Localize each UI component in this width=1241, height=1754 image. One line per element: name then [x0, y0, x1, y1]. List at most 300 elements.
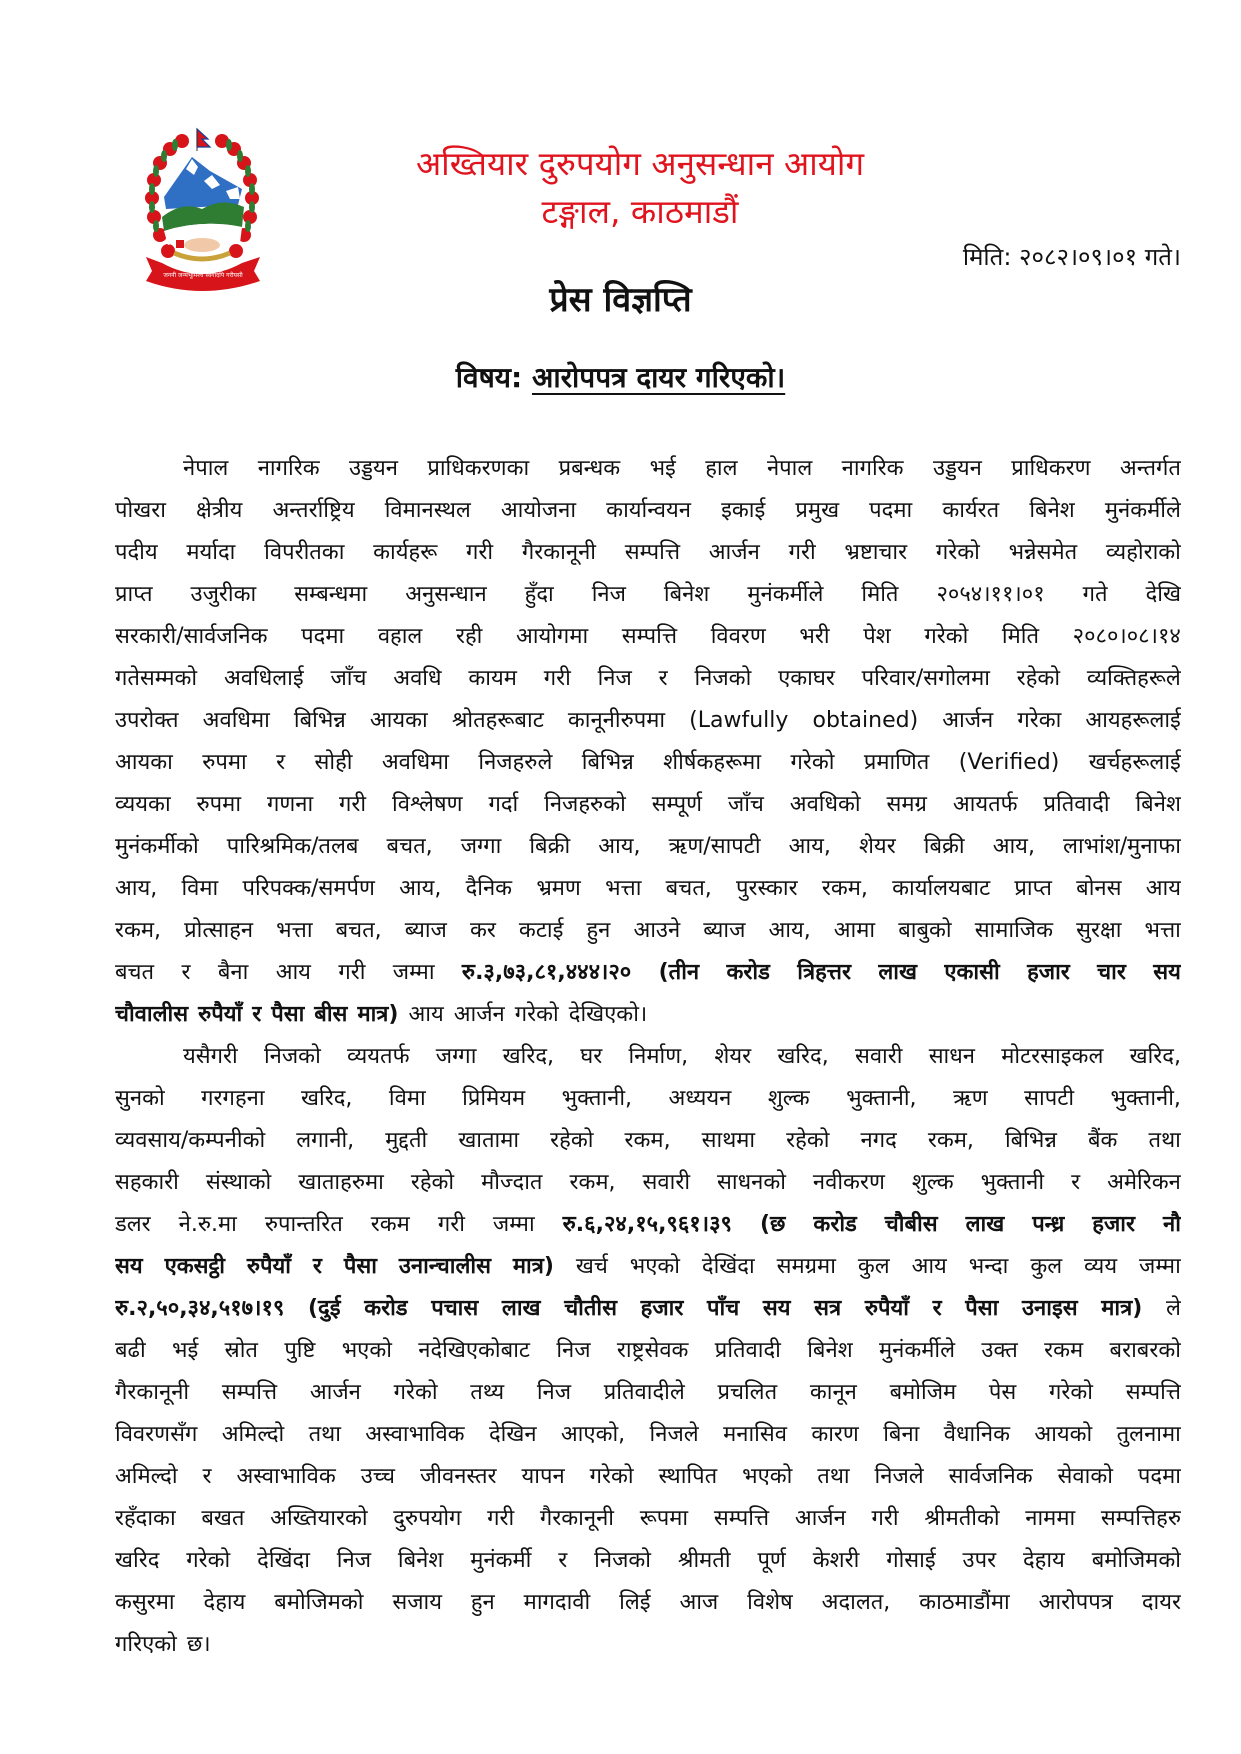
body-word: २०५४।११।०१	[936, 582, 1045, 607]
body-word: (Lawfully	[689, 708, 789, 733]
body-word-bold: मात्र)	[357, 1002, 399, 1027]
body-word: खरिद,	[301, 1086, 353, 1111]
body-word: प्राधिकरण	[1011, 456, 1091, 481]
body-word: साधन	[928, 1044, 975, 1069]
body-word: आयका	[369, 708, 428, 733]
body-word: प्रतिवादी	[714, 1338, 781, 1363]
body-word: कानूनीरुपमा	[567, 708, 666, 733]
body-word: समग्रमा	[776, 1254, 836, 1279]
body-word-bold: उनान्चालीस	[398, 1254, 491, 1279]
body-word-bold: करोड	[364, 1296, 408, 1321]
body-word-bold: रु.३,७३,८१,४४४।२०	[461, 960, 632, 985]
body-word: भन्नेसमेत	[1008, 540, 1078, 565]
body-word: भुक्तानी,	[846, 1086, 917, 1111]
body-word: हुन	[586, 918, 611, 943]
body-word: बिनेश	[807, 1338, 853, 1363]
body-word: जम्मा	[392, 960, 435, 985]
body-word: जग्गा	[435, 1044, 477, 1069]
body-word: रही	[455, 624, 483, 649]
body-word: कानून	[809, 1380, 857, 1405]
body-word: हुन	[470, 1590, 495, 1615]
body-word: सम्पूर्ण	[651, 792, 702, 817]
body-word: भुक्तानी	[980, 1170, 1045, 1195]
body-word: आय,	[598, 834, 641, 859]
body-word: आरोपपत्र	[1038, 1590, 1113, 1615]
body-word: आय	[275, 960, 311, 985]
body-word: साथमा	[701, 1128, 756, 1153]
body-word: खरिद,	[777, 1044, 829, 1069]
body-word: आय	[911, 1254, 947, 1279]
body-word: गतेसम्मको	[115, 666, 198, 691]
body-word: खरिद,	[502, 1044, 554, 1069]
body-word: विमा	[181, 876, 219, 901]
body-word-bold: करोड	[726, 960, 770, 985]
body-word-bold: सय	[762, 1296, 791, 1321]
body-word: भत्ता	[276, 918, 313, 943]
body-word: लिई	[619, 1590, 651, 1615]
body-word: आय,	[115, 876, 158, 901]
organization-location: टङ्गाल, काठमाडौं	[541, 192, 739, 231]
body-word: काठमाडौंमा	[919, 1590, 1010, 1615]
body-line	[115, 784, 1181, 826]
body-word: अस्वाभाविक	[365, 1422, 465, 1447]
body-word: आयोगमा	[515, 624, 589, 649]
body-word: छ।	[186, 1632, 211, 1657]
body-word: अन्तर्गत	[1119, 456, 1181, 481]
body-word: आमा	[833, 918, 876, 943]
body-word: अस्वाभाविक	[236, 1464, 336, 1489]
body-word: अख्तियारको	[270, 1506, 368, 1531]
body-word: पदीय	[115, 540, 158, 565]
body-line	[115, 1456, 1181, 1498]
body-word: र	[658, 666, 668, 691]
body-word: रकम,	[624, 1128, 671, 1153]
body-word-bold: त्रिहत्तर	[797, 960, 851, 985]
body-word: मुनंकर्मीले	[879, 1338, 956, 1363]
body-word: सवारी	[642, 1170, 691, 1195]
body-word: जाँच	[727, 792, 764, 817]
body-line	[115, 490, 1181, 532]
body-word: भत्ता	[605, 876, 642, 901]
body-word: नागरिक	[841, 456, 904, 481]
body-word: भई	[172, 1338, 199, 1363]
body-word-bold: चौतीस	[564, 1296, 617, 1321]
body-word: रुपान्तरित	[264, 1212, 343, 1237]
body-word: श्रीमतीको	[924, 1506, 1000, 1531]
body-word: सार्वजनिक	[948, 1464, 1033, 1489]
body-word: देखिएको।	[568, 1002, 648, 1027]
body-line	[115, 1288, 1181, 1330]
body-word: कायम	[468, 666, 517, 691]
body-word: सम्पत्ति	[621, 624, 678, 649]
emblem-motto: जननी जन्मभूमिश्च स्वर्गादपि गरीयसी	[163, 272, 243, 279]
body-word-bold: पैसा	[343, 1254, 377, 1279]
body-word: सोही	[314, 750, 353, 775]
body-word-bold: (तीन	[658, 960, 700, 985]
body-word: आएको,	[560, 1422, 626, 1447]
body-word: भुक्तानी,	[1110, 1086, 1181, 1111]
body-word: सम्पत्तिहरु	[1100, 1506, 1181, 1531]
body-word: इकाई	[721, 498, 766, 523]
body-word: देखि	[1145, 582, 1181, 607]
body-word: स्थापित	[658, 1464, 718, 1489]
body-word: देखिंदा	[257, 1548, 310, 1573]
body-word-bold: सत्र	[814, 1296, 842, 1321]
body-word: गते	[1082, 582, 1108, 607]
body-word: श्रीमती	[677, 1548, 731, 1573]
body-word: मुनंकर्मीले	[1104, 498, 1181, 523]
body-word: बचत	[115, 960, 155, 985]
body-word: अवधिमा	[202, 708, 270, 733]
body-word-bold: उनाइस	[1021, 1296, 1078, 1321]
body-word: पदमा	[869, 498, 913, 523]
body-word: गरेको	[514, 1002, 559, 1027]
body-word: रहेको	[410, 1170, 455, 1195]
body-word: बिभिन्न	[293, 708, 346, 733]
body-word: प्रमाणित	[863, 750, 930, 775]
body-word-bold: मात्र)	[1101, 1296, 1143, 1321]
body-word: obtained)	[812, 708, 919, 733]
body-word: आर्जन	[453, 1002, 505, 1027]
body-word: बमोजिमको	[274, 1590, 364, 1615]
body-line	[115, 448, 1181, 490]
body-word: गरी	[871, 1506, 899, 1531]
body-word: तथा	[1148, 1128, 1181, 1153]
body-word: रकम	[1044, 1338, 1084, 1363]
body-word: साधनको	[717, 1170, 786, 1195]
body-word: प्रोत्साहन	[184, 918, 254, 943]
body-word-bold: बीस	[314, 1002, 348, 1027]
body-word: सुनको	[115, 1086, 165, 1111]
body-word: निजहरुले	[478, 750, 553, 775]
organization-name: अख्तियार दुरुपयोग अनुसन्धान आयोग	[415, 144, 865, 183]
body-word: रकम,	[569, 1170, 616, 1195]
body-word: उक्त	[981, 1338, 1018, 1363]
body-word-bold: पैसा	[965, 1296, 999, 1321]
body-line	[115, 1036, 1181, 1078]
body-word: सम्पत्ति	[624, 540, 681, 565]
body-word: आय,	[992, 834, 1035, 859]
document-title: प्रेस विज्ञप्ति	[549, 280, 692, 320]
body-word-bold: र	[252, 1002, 262, 1027]
body-word-bold: हजार	[1027, 960, 1070, 985]
body-word: भत्ता	[1144, 918, 1181, 943]
body-word: गरेको	[1049, 1380, 1093, 1405]
body-word: डलर	[115, 1212, 151, 1237]
body-line	[115, 658, 1181, 700]
body-word: प्रिमियम	[462, 1086, 526, 1111]
body-word: सुरक्षा	[1076, 918, 1122, 943]
body-line	[115, 1372, 1181, 1414]
body-word: नेपाल	[183, 456, 229, 481]
body-word: भएको	[341, 1338, 392, 1363]
body-word: विमानस्थल	[384, 498, 471, 523]
body-word: बखत	[201, 1506, 245, 1531]
body-word: केशरी	[812, 1548, 860, 1573]
body-word: देखिंदा	[701, 1254, 755, 1279]
body-word: आर्जन	[794, 1506, 846, 1531]
body-word-bold: लाख	[965, 1212, 1005, 1237]
body-word: खरिद	[115, 1548, 160, 1573]
body-word: दैनिक	[465, 876, 513, 901]
body-word: आय	[408, 1002, 444, 1027]
body-word: सम्पत्ति	[221, 1380, 278, 1405]
body-line	[115, 742, 1181, 784]
body-word: प्राप्त	[1014, 876, 1052, 901]
body-word: गरी	[437, 1212, 465, 1237]
body-word: उपरोक्त	[115, 708, 179, 733]
body-word: ऋण/सापटी	[668, 834, 761, 859]
body-word: वहाल	[377, 624, 423, 649]
body-word-bold: (छ	[759, 1212, 786, 1237]
body-word: प्राधिकरणका	[427, 456, 530, 481]
body-word: निज	[336, 1548, 372, 1573]
body-word: आयको	[1034, 1422, 1093, 1447]
body-word: विश्लेषण	[392, 792, 463, 817]
body-word: व्यवसाय/कम्पनीको	[115, 1128, 266, 1153]
body-word: भई	[649, 456, 676, 481]
body-word: पुरस्कार	[735, 876, 798, 901]
body-word: मिति	[861, 582, 899, 607]
body-word: भुक्तानी,	[561, 1086, 633, 1111]
body-word-bold: करोड	[813, 1212, 857, 1237]
body-word: प्राप्त	[115, 582, 153, 607]
body-word: बिनेश	[663, 582, 710, 607]
body-word-bold: एकासी	[944, 960, 1000, 985]
body-word: बमोजिम	[889, 1380, 957, 1405]
body-word: मागदावी	[523, 1590, 591, 1615]
body-word-bold: र	[932, 1296, 942, 1321]
body-word: मर्यादा	[186, 540, 236, 565]
body-word: गरेको	[790, 750, 835, 775]
body-word: सवारी	[854, 1044, 903, 1069]
body-word: नदेखिएकोबाट	[418, 1338, 530, 1363]
body-word: रूपमा	[639, 1506, 689, 1531]
body-word: लगानी,	[296, 1128, 355, 1153]
body-word-bold: पन्ध्र	[1032, 1212, 1065, 1237]
body-line	[115, 1120, 1181, 1162]
body-word-bold: रुपैयाँ	[864, 1296, 909, 1321]
body-word: गरी	[543, 666, 571, 691]
body-word: बचत,	[335, 918, 382, 943]
body-word: निजले	[649, 1422, 699, 1447]
body-word: रहँदाका	[115, 1506, 176, 1531]
body-word-bold: हजार	[640, 1296, 684, 1321]
body-word: आज	[679, 1590, 719, 1615]
body-word: प्रचलित	[717, 1380, 778, 1405]
body-word-bold: पैसा	[271, 1002, 305, 1027]
document-body	[115, 448, 1181, 1666]
body-word: पेस	[988, 1380, 1017, 1405]
body-word: मनासिव	[723, 1422, 787, 1447]
body-word: प्रबन्धक	[558, 456, 621, 481]
body-word: भ्रमण	[536, 876, 581, 901]
body-word: सामाजिक	[974, 918, 1054, 943]
body-word: मोटरसाइकल	[1001, 1044, 1104, 1069]
body-word: खर्च	[575, 1254, 608, 1279]
body-word: नेपाल	[766, 456, 813, 481]
body-word-bold: लाख	[878, 960, 917, 985]
body-word: पुष्टि	[284, 1338, 316, 1363]
body-word: दुरुपयोग	[393, 1506, 462, 1531]
body-word: तुलनामा	[1116, 1422, 1181, 1447]
body-word: कार्यहरू	[373, 540, 438, 565]
body-word: व्यहोराको	[1105, 540, 1181, 565]
body-word: बराबरको	[1109, 1338, 1181, 1363]
body-word: व्यय	[1084, 1254, 1118, 1279]
body-word: देहाय	[203, 1590, 246, 1615]
body-word: प्रमुख	[795, 498, 840, 523]
body-word: नाममा	[1025, 1506, 1076, 1531]
body-line	[115, 700, 1181, 742]
body-word-bold: रु.६,२४,१५,९६१।३९	[562, 1212, 732, 1237]
body-word: अवधि	[393, 666, 442, 691]
body-word: विवरण	[710, 624, 766, 649]
body-word: कुल	[857, 1254, 890, 1279]
body-word: रहेको	[550, 1128, 594, 1153]
body-word: निज	[597, 666, 632, 691]
body-word: एकाघर	[778, 666, 835, 691]
body-word: मुनंकर्मीको	[115, 834, 199, 859]
body-word: गरी	[339, 792, 367, 817]
body-word: आयहरूलाई	[1085, 708, 1181, 733]
body-line	[115, 532, 1181, 574]
body-word: रुपमा	[202, 750, 247, 775]
body-word: बमोजिमको	[1091, 1548, 1181, 1573]
body-word: गोसाई	[886, 1548, 936, 1573]
body-word: सहकारी	[115, 1170, 179, 1195]
body-word-bold: चौबीस	[884, 1212, 938, 1237]
body-word: उपर	[962, 1548, 997, 1573]
body-word: विशेष	[747, 1590, 793, 1615]
body-word: तथा	[817, 1464, 850, 1489]
body-word: गणना	[266, 792, 314, 817]
body-word: निजले	[874, 1464, 924, 1489]
body-word: कार्यान्वयन	[606, 498, 692, 523]
body-word: रहेको	[786, 1128, 830, 1153]
body-word: प्रतिवादीले	[603, 1380, 685, 1405]
body-word-bold: चार	[1097, 960, 1126, 985]
body-word: जम्मा	[1139, 1254, 1181, 1279]
body-word: शीर्षकहरूमा	[663, 750, 762, 775]
body-word: बिनेश	[1135, 792, 1181, 817]
body-word: रकम,	[821, 876, 868, 901]
body-word: अवधिलाई	[223, 666, 304, 691]
body-word: र	[202, 1464, 212, 1489]
body-word: मुनंकर्मीले	[747, 582, 824, 607]
body-word: आय	[1145, 876, 1181, 901]
body-word: आउने	[633, 918, 681, 943]
body-word: (Verified)	[958, 750, 1060, 775]
body-word-bold: रु.२,५०,३४,५१७।१९	[115, 1296, 285, 1321]
body-word: दायर	[1141, 1590, 1181, 1615]
body-word: यापन	[521, 1464, 565, 1489]
body-line	[115, 1624, 1181, 1666]
body-word: उड्डयन	[349, 456, 398, 481]
body-word: शेयर	[714, 1044, 752, 1069]
body-word: अवधिको	[789, 792, 861, 817]
body-word: रकम,	[927, 1128, 974, 1153]
body-word: रहेको	[1016, 666, 1061, 691]
body-word: कार्यरत	[942, 498, 1000, 523]
body-word-bold: मात्र)	[512, 1254, 554, 1279]
body-word: अनुसन्धान	[405, 582, 487, 607]
body-word: गरेको	[186, 1548, 231, 1573]
body-word-bold: पाँच	[707, 1296, 740, 1321]
body-line	[115, 1582, 1181, 1624]
body-word: बिनेश	[397, 1548, 444, 1573]
body-word: बिभिन्न	[1004, 1128, 1057, 1153]
body-word: गरेको	[935, 540, 980, 565]
body-word: रुपमा	[196, 792, 242, 817]
body-word: अन्तर्राष्ट्रिय	[272, 498, 355, 523]
body-line	[115, 1246, 1181, 1288]
body-word: निजको	[594, 1548, 651, 1573]
body-word: शुल्क	[767, 1086, 810, 1111]
body-word: गरी	[338, 960, 366, 985]
body-word: आय,	[768, 918, 811, 943]
body-word: नवीकरण	[812, 1170, 885, 1195]
body-word: गरेका	[1017, 708, 1062, 733]
body-word: आर्जन	[942, 708, 994, 733]
body-word: अदालत,	[821, 1590, 891, 1615]
body-word: बिना	[883, 1422, 920, 1447]
body-word: बिक्री	[529, 834, 571, 859]
body-word: उच्च	[360, 1464, 396, 1489]
body-word: लाभांश/मुनाफा	[1063, 834, 1181, 859]
body-word: पदमा	[1137, 1464, 1181, 1489]
body-word: हाल	[705, 456, 738, 481]
body-word: कटाई	[518, 918, 564, 943]
body-word: भन्दा	[968, 1254, 1009, 1279]
body-line	[115, 1540, 1181, 1582]
body-word: जीवनस्तर	[419, 1464, 497, 1489]
subject-text: आरोपपत्र दायर गरिएको।	[531, 361, 786, 394]
body-word: अध्ययन	[668, 1086, 732, 1111]
body-word: घर	[580, 1044, 603, 1069]
body-word: निर्माण,	[628, 1044, 689, 1069]
body-word: रकम,	[115, 918, 162, 943]
document-subject	[0, 358, 1241, 398]
body-line	[115, 910, 1181, 952]
body-word: निजहरुको	[544, 792, 626, 817]
body-word: पूर्ण	[757, 1548, 786, 1573]
body-word-bold: र	[312, 1254, 322, 1279]
body-word: खर्चहरूलाई	[1088, 750, 1181, 775]
body-word: निज	[536, 1380, 572, 1405]
body-word: समग्र	[886, 792, 927, 817]
body-word: गरी	[788, 540, 816, 565]
body-word: गरगहना	[201, 1086, 265, 1111]
body-word: गरेको	[589, 1464, 634, 1489]
body-word: निजको	[694, 666, 752, 691]
body-word: रकम	[370, 1212, 410, 1237]
body-word: जग्गा	[460, 834, 502, 859]
body-word: अमिल्दो	[115, 1464, 178, 1489]
document-date: मिति: २०८२।०९।०१ गते।	[962, 243, 1181, 271]
body-word: क्षेत्रीय	[195, 498, 243, 523]
body-word: शुल्क	[911, 1170, 954, 1195]
body-word: कुल	[1030, 1254, 1063, 1279]
body-word: गैरकानूनी	[521, 540, 596, 565]
body-word: पेश	[863, 624, 891, 649]
body-word: बाबुको	[898, 918, 952, 943]
body-word: आर्जन	[309, 1380, 361, 1405]
body-line	[115, 1498, 1181, 1540]
body-word: आय,	[399, 876, 442, 901]
body-word: व्ययतर्फ	[347, 1044, 410, 1069]
body-word-bold: रुपैयाँ	[198, 1002, 243, 1027]
